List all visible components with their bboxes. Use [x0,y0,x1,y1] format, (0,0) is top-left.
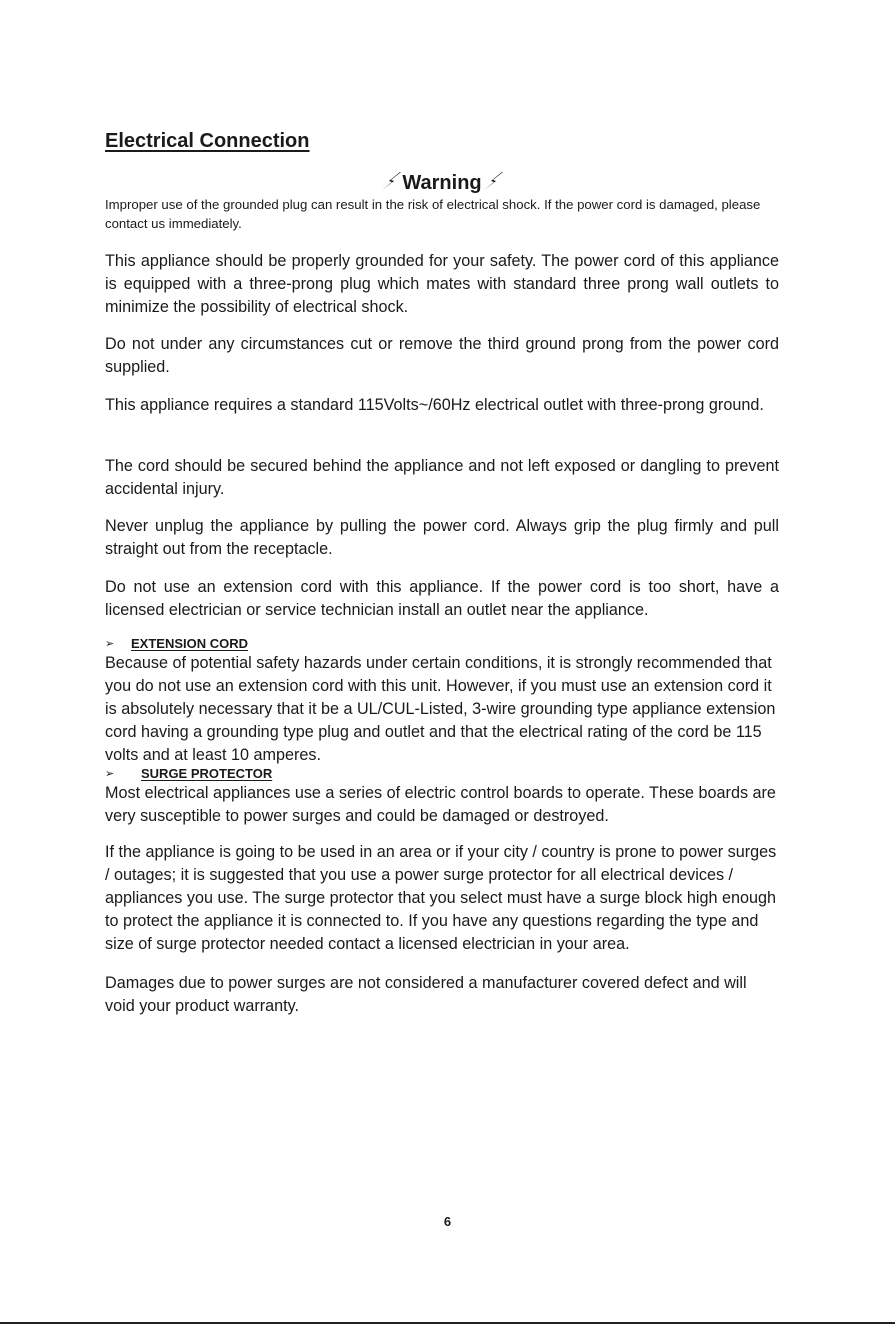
surge-protector-paragraph-3: Damages due to power surges are not considered a manufacturer covered defect and will void your product warranty. [105,974,747,1015]
paragraph-outlet-requirement: This appliance requires a standard 115Volts~/60Hz electrical outlet with three-prong ground. [105,396,764,414]
warning-heading [105,171,779,195]
surge-protector-heading [105,766,272,781]
bullet-arrow-icon: ➢ [105,638,115,650]
extension-cord-heading [105,636,248,651]
surge-protector-label: SURGE PROTECTOR [141,766,273,781]
warning-label: Warning [402,172,482,194]
page-title: Electrical Connection [105,130,310,152]
paragraph-unplug: Never unplug the appliance by pulling the power cord. Always grip the plug firmly and pull straight out from the receptacle. [105,517,779,558]
surge-protector-paragraph-2: If the appliance is going to be used in an area or if your city / country is prone to power surges / outages; it is suggested that you use a power surge protector for all electrical devices / appliances you use. The surge protector that you select must have a surge block high enough to protect the appliance it is connected to. If you have any questions regarding the type and size of surge protector needed contact a licensed electrician in your area. [105,843,777,953]
extension-cord-label: EXTENSION CORD [131,636,249,651]
lightning-bolt-icon [482,171,504,191]
paragraph-no-extension: Do not use an extension cord with this appliance. If the power cord is too short, have a licensed electrician or service technician install an outlet near the appliance. [105,578,779,619]
extension-cord-text: Because of potential safety hazards under certain conditions, it is strongly recommended that you do not use an extension cord with this unit. However, if you must use an extension cord it is absolutely necessary that it be a UL/CUL-Listed, 3-wire grounding type appliance extension cord having a grounding type plug and outlet and that the electrical rating of the cord be 115 volts and at least 10 amperes. [105,654,776,764]
page-number: 6 [443,1214,452,1229]
surge-protector-paragraph-1: Most electrical appliances use a series of electric control boards to operate. These boards are very susceptible to power surges and could be damaged or destroyed. [105,784,776,825]
bullet-arrow-icon: ➢ [105,768,115,780]
paragraph-grounding: This appliance should be properly grounded for your safety. The power cord of this appliance is equipped with a three-prong plug which mates with standard three prong wall outlets to minimize the possibility of electrical shock. [105,252,779,316]
paragraph-ground-prong: Do not under any circumstances cut or remove the third ground prong from the power cord supplied. [105,335,779,376]
lightning-bolt-icon [380,171,402,191]
paragraph-cord-secured: The cord should be secured behind the appliance and not left exposed or dangling to prevent accidental injury. [105,457,779,498]
warning-text: Improper use of the grounded plug can result in the risk of electrical shock. If the power cord is damaged, please contact us immediately. [105,197,761,231]
